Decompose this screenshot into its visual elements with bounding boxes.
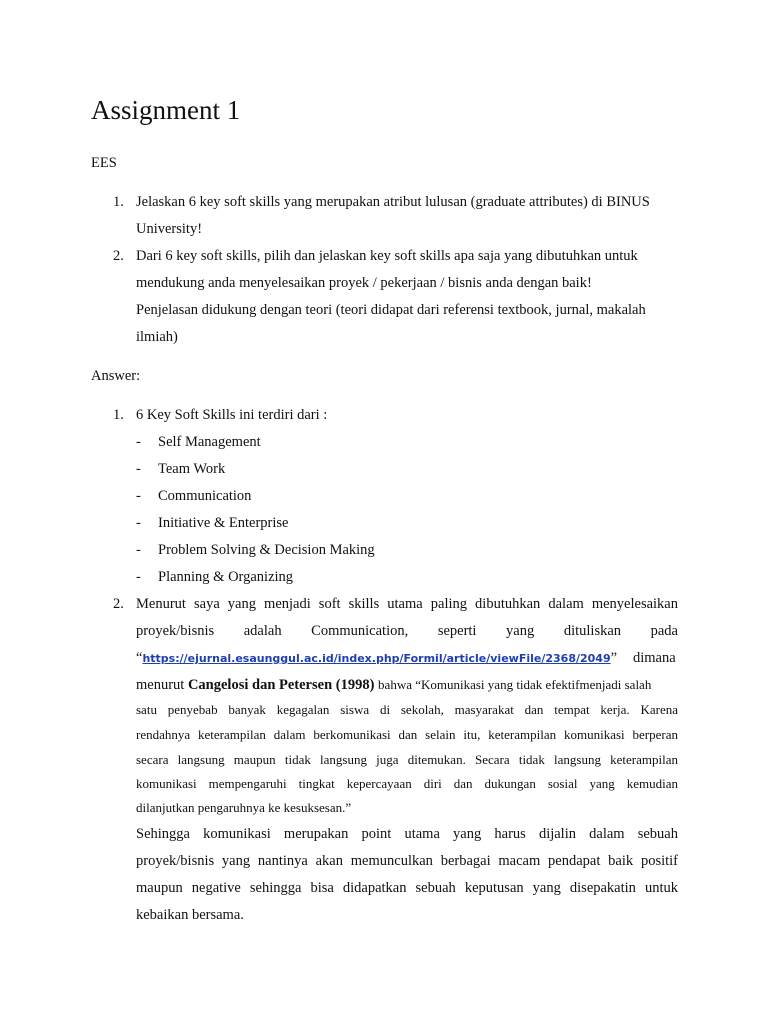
list-bullet: - [136, 515, 141, 531]
skill-item: Self Management [158, 434, 261, 450]
answer-number: 1. [113, 407, 124, 423]
question-number: 2. [113, 248, 124, 264]
close-quote: ” [610, 650, 618, 666]
conclusion-line: maupun negative sehingga bisa didapatkan sebuah keputusan yang disepakatin untuk [136, 880, 678, 896]
skill-item: Initiative & Enterprise [158, 515, 289, 531]
conclusion-line: Sehingga komunikasi merupakan point utama yang harus dijalin dalam sebuah [136, 826, 678, 842]
question-number: 1. [113, 194, 124, 210]
answer-label: Answer: [91, 368, 141, 384]
citation-suffix: bahwa “Komunikasi yang tidak efektifmenjadi salah [378, 677, 652, 692]
conclusion-line: kebaikan bersama. [136, 907, 244, 923]
skill-item: Planning & Organizing [158, 569, 294, 585]
skill-item: Communication [158, 488, 252, 504]
skill-item: Team Work [158, 461, 226, 477]
quote-line: komunikasi mempengaruhi tingkat kepercayaan diri dan dukungan sosial yang kemudian [136, 776, 678, 791]
list-bullet: - [136, 488, 141, 504]
question-line: Jelaskan 6 key soft skills yang merupakan atribut lulusan (graduate attributes) di BINUS [136, 194, 650, 210]
question-line: Penjelasan didukung dengan teori (teori didapat dari referensi textbook, jurnal, makalah [136, 302, 646, 318]
list-bullet: - [136, 434, 141, 450]
answer-number: 2. [113, 596, 124, 612]
citation-author: Cangelosi dan Petersen (1998) [187, 677, 375, 693]
skill-item: Problem Solving & Decision Making [158, 542, 375, 558]
citation-line [136, 675, 651, 695]
journal-link[interactable]: https://ejurnal.esaunggul.ac.id/index.php/Formil/article/viewFile/2368/2049 [142, 652, 611, 665]
list-bullet: - [136, 461, 141, 477]
section-label: EES [91, 155, 117, 171]
reference-line [136, 648, 617, 669]
question-line: mendukung anda menyelesaikan proyek / pekerjaan / bisnis anda dengan baik! [136, 275, 592, 291]
answer-paragraph-line: Menurut saya yang menjadi soft skills utama paling dibutuhkan dalam menyelesaikan [136, 596, 678, 612]
quote-line: satu penyebab banyak kegagalan siswa di sekolah, masyarakat dan tempat kerja. Karena [136, 702, 678, 717]
question-line: ilmiah) [136, 329, 178, 345]
citation-prefix: menurut [136, 677, 185, 693]
reference-trailing-word: dimana [633, 650, 676, 666]
answer-intro: 6 Key Soft Skills ini terdiri dari : [136, 407, 328, 423]
quote-line: rendahnya keterampilan dalam berkomunikasi dan selain itu, keterampilan komunikasi berperan [136, 727, 678, 742]
conclusion-line: proyek/bisnis yang nantinya akan memunculkan berbagai macam pendapat baik positif [136, 853, 678, 869]
quote-line: secara langsung maupun tidak langsung juga ditemukan. Secara tidak langsung keterampilan [136, 752, 678, 767]
answer-paragraph-line: proyek/bisnis adalah Communication, seperti yang dituliskan pada [136, 623, 678, 639]
question-line: Dari 6 key soft skills, pilih dan jelaskan key soft skills apa saja yang dibutuhkan untuk [136, 248, 638, 264]
page-title: Assignment 1 [91, 95, 241, 125]
list-bullet: - [136, 569, 141, 585]
quote-line: dilanjutkan pengaruhnya ke kesuksesan.” [136, 800, 352, 815]
question-line: University! [136, 221, 203, 237]
open-quote: “ [136, 650, 143, 666]
list-bullet: - [136, 542, 141, 558]
